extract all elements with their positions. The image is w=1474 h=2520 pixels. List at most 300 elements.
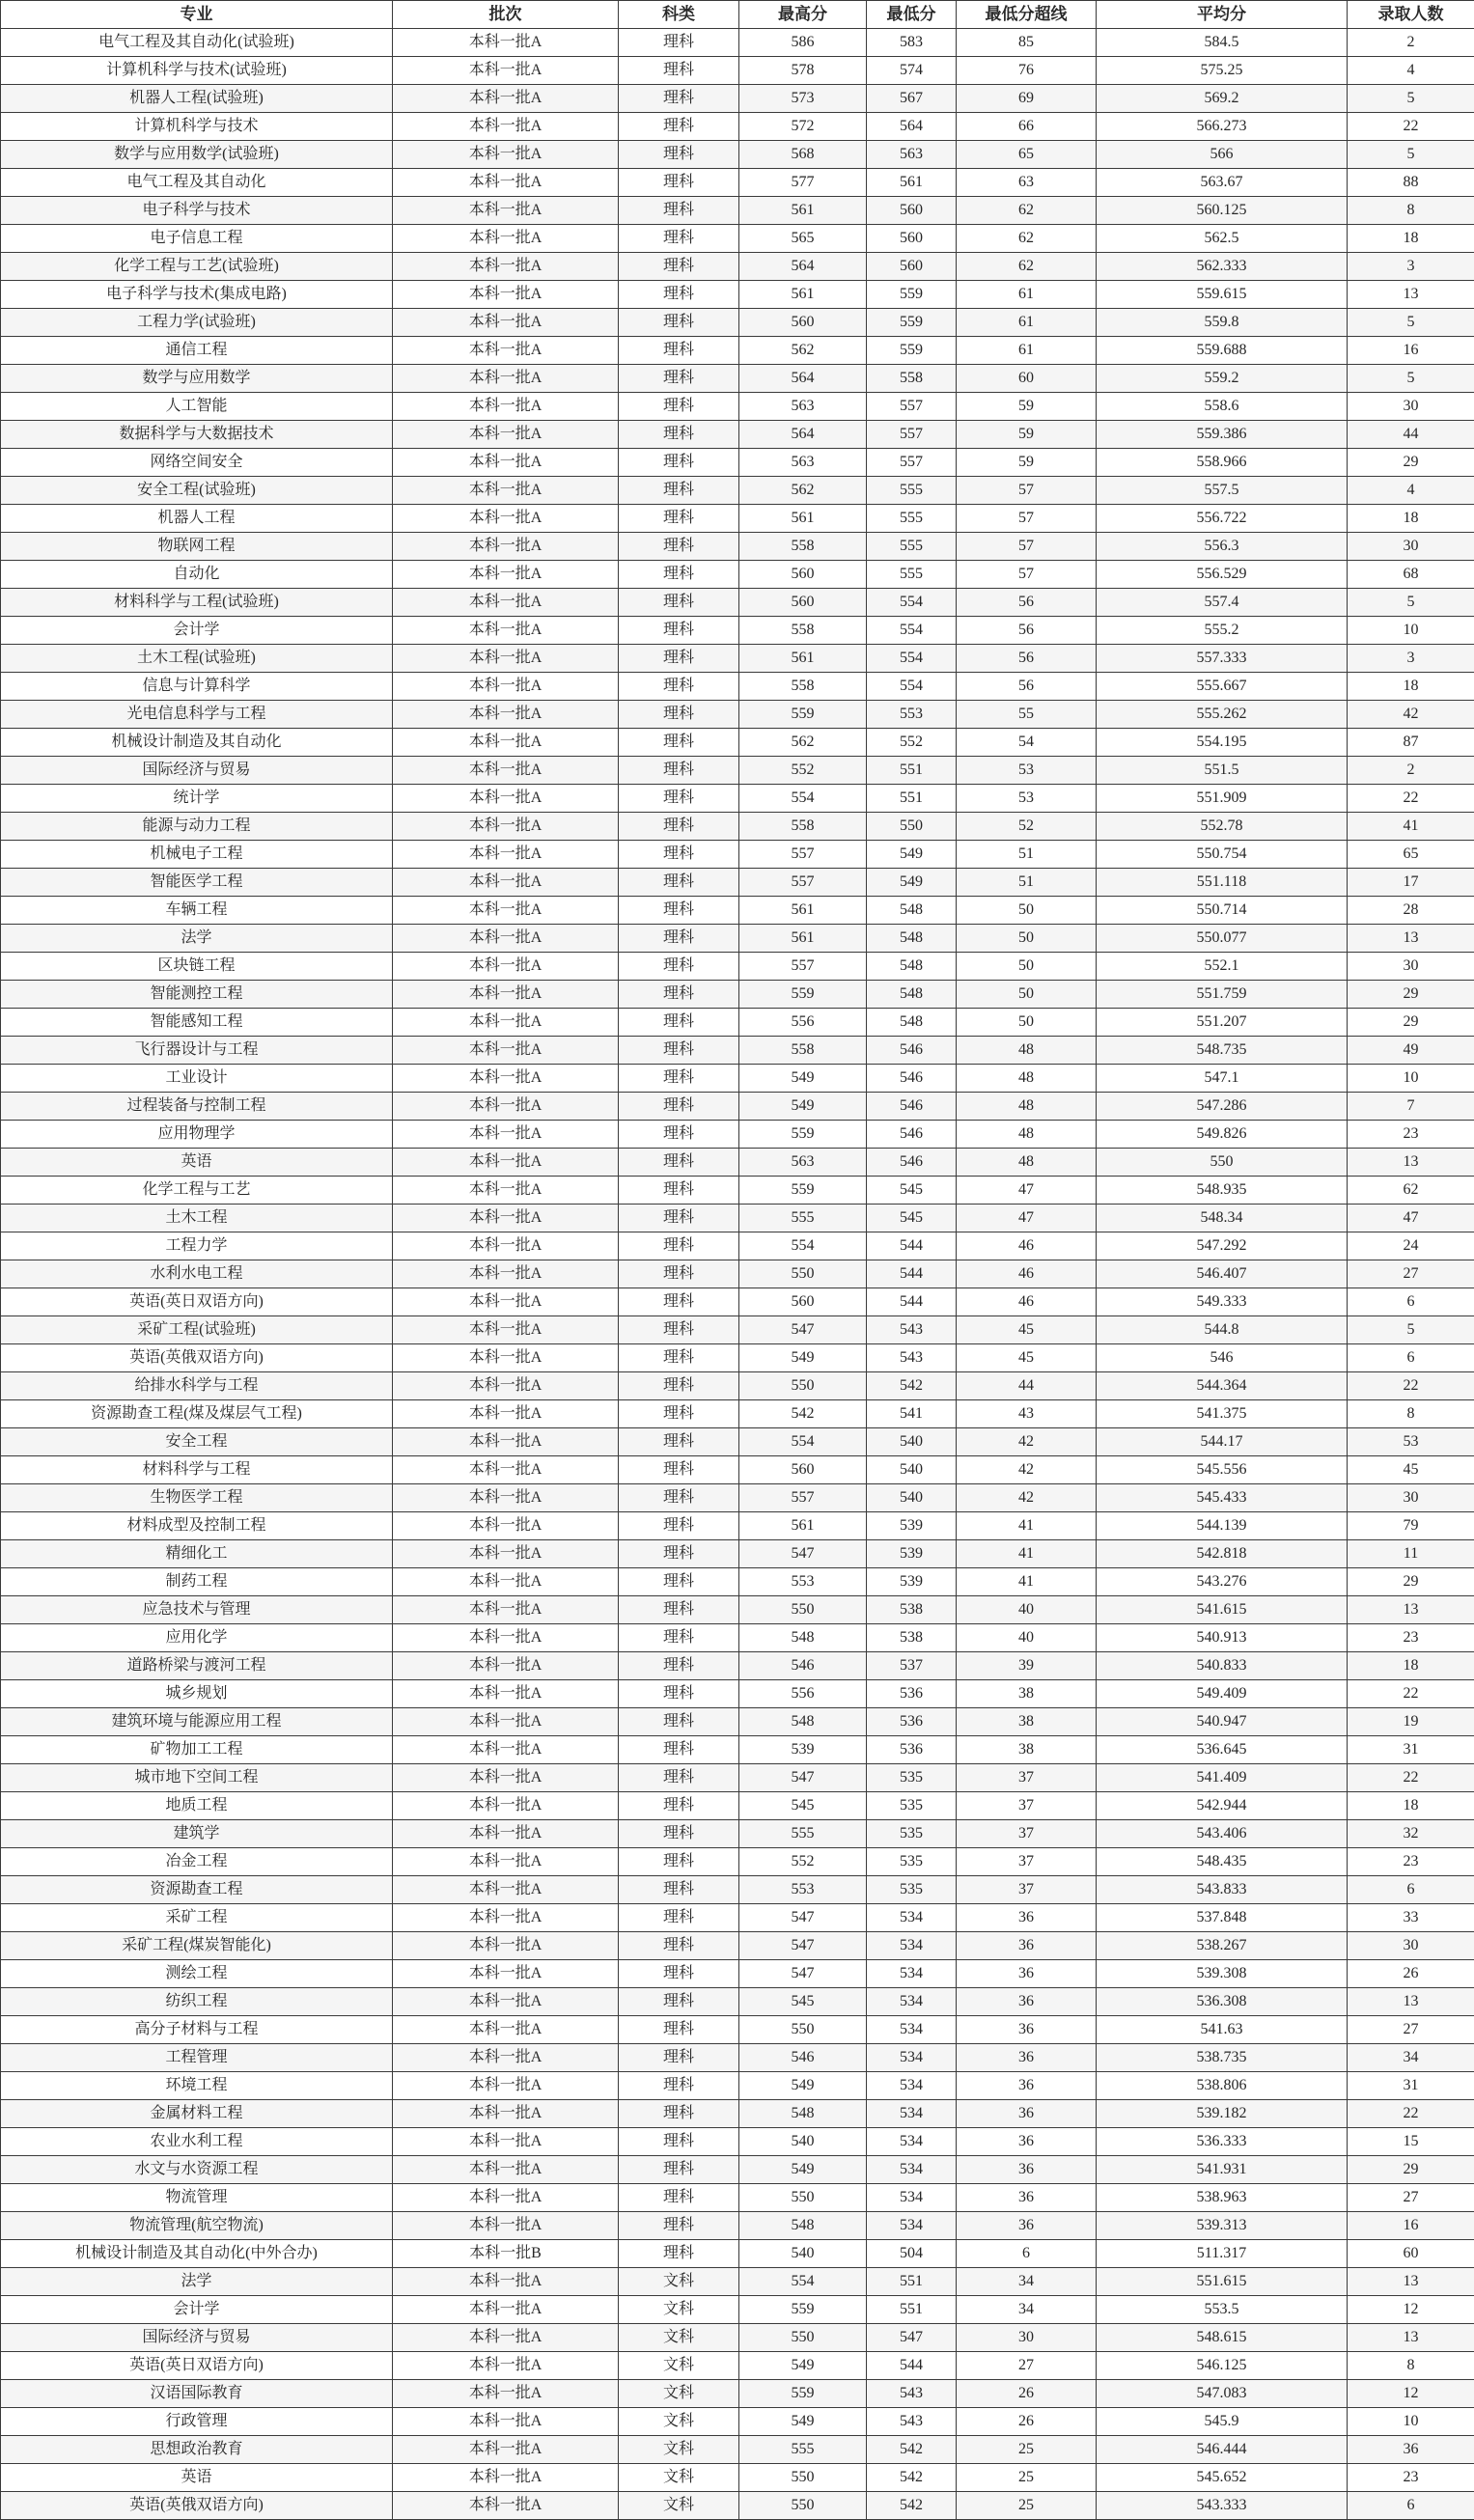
cell-average-score: 548.435 — [1097, 1848, 1348, 1876]
cell-major: 安全工程(试验班) — [1, 477, 393, 505]
cell-min-score-above-line: 44 — [957, 1372, 1097, 1400]
cell-subject-category: 理科 — [619, 673, 739, 701]
cell-major: 电气工程及其自动化(试验班) — [1, 29, 393, 57]
cell-average-score: 541.615 — [1097, 1596, 1348, 1624]
cell-admitted-count: 16 — [1348, 337, 1474, 365]
cell-major: 计算机科学与技术(试验班) — [1, 57, 393, 85]
cell-average-score: 548.34 — [1097, 1205, 1348, 1232]
cell-min-score: 554 — [867, 673, 957, 701]
column-header-max-score: 最高分 — [739, 1, 867, 29]
cell-admitted-count: 65 — [1348, 841, 1474, 869]
cell-batch: 本科一批A — [393, 2492, 619, 2520]
cell-subject-category: 理科 — [619, 1540, 739, 1568]
cell-min-score-above-line: 51 — [957, 841, 1097, 869]
cell-admitted-count: 18 — [1348, 673, 1474, 701]
cell-min-score: 534 — [867, 2016, 957, 2044]
cell-admitted-count: 19 — [1348, 1708, 1474, 1736]
cell-batch: 本科一批A — [393, 2380, 619, 2408]
cell-subject-category: 理科 — [619, 1372, 739, 1400]
cell-admitted-count: 22 — [1348, 113, 1474, 141]
cell-major: 测绘工程 — [1, 1960, 393, 1988]
cell-admitted-count: 31 — [1348, 2072, 1474, 2100]
cell-min-score: 554 — [867, 589, 957, 617]
cell-admitted-count: 10 — [1348, 1065, 1474, 1093]
cell-admitted-count: 27 — [1348, 2016, 1474, 2044]
cell-min-score: 538 — [867, 1596, 957, 1624]
cell-average-score: 546.444 — [1097, 2436, 1348, 2464]
cell-min-score-above-line: 42 — [957, 1484, 1097, 1512]
cell-admitted-count: 2 — [1348, 29, 1474, 57]
cell-batch: 本科一批A — [393, 1400, 619, 1428]
cell-major: 人工智能 — [1, 393, 393, 421]
cell-batch: 本科一批A — [393, 1037, 619, 1065]
cell-admitted-count: 10 — [1348, 617, 1474, 645]
cell-batch: 本科一批A — [393, 1596, 619, 1624]
column-header-admitted-count: 录取人数 — [1348, 1, 1474, 29]
cell-min-score: 583 — [867, 29, 957, 57]
cell-average-score: 551.118 — [1097, 869, 1348, 897]
cell-admitted-count: 3 — [1348, 645, 1474, 673]
cell-subject-category: 理科 — [619, 2016, 739, 2044]
cell-min-score-above-line: 38 — [957, 1736, 1097, 1764]
cell-min-score: 535 — [867, 1764, 957, 1792]
cell-min-score: 536 — [867, 1708, 957, 1736]
cell-batch: 本科一批A — [393, 561, 619, 589]
cell-subject-category: 理科 — [619, 253, 739, 281]
cell-min-score: 553 — [867, 701, 957, 729]
table-header — [1, 1, 1474, 29]
cell-average-score: 511.317 — [1097, 2240, 1348, 2268]
cell-batch: 本科一批A — [393, 673, 619, 701]
column-header-min-score: 最低分 — [867, 1, 957, 29]
cell-min-score-above-line: 27 — [957, 2352, 1097, 2380]
cell-major: 电气工程及其自动化 — [1, 169, 393, 197]
cell-max-score: 561 — [739, 645, 867, 673]
cell-batch: 本科一批A — [393, 2128, 619, 2156]
cell-max-score: 559 — [739, 2380, 867, 2408]
cell-average-score: 538.963 — [1097, 2184, 1348, 2212]
cell-batch: 本科一批A — [393, 701, 619, 729]
cell-max-score: 559 — [739, 1177, 867, 1205]
cell-average-score: 541.409 — [1097, 1764, 1348, 1792]
cell-min-score-above-line: 50 — [957, 953, 1097, 981]
cell-batch: 本科一批B — [393, 2240, 619, 2268]
cell-admitted-count: 29 — [1348, 1568, 1474, 1596]
cell-min-score: 541 — [867, 1400, 957, 1428]
table-row — [1, 2408, 1474, 2436]
cell-batch: 本科一批A — [393, 281, 619, 309]
cell-min-score: 504 — [867, 2240, 957, 2268]
table-row — [1, 1708, 1474, 1736]
cell-major: 采矿工程(煤炭智能化) — [1, 1932, 393, 1960]
cell-min-score-above-line: 41 — [957, 1568, 1097, 1596]
cell-batch: 本科一批A — [393, 757, 619, 785]
table-row — [1, 1484, 1474, 1512]
cell-admitted-count: 5 — [1348, 1316, 1474, 1344]
cell-max-score: 564 — [739, 365, 867, 393]
table-row — [1, 2128, 1474, 2156]
cell-subject-category: 理科 — [619, 1904, 739, 1932]
cell-major: 采矿工程 — [1, 1904, 393, 1932]
cell-min-score: 554 — [867, 617, 957, 645]
table-row — [1, 2212, 1474, 2240]
cell-min-score-above-line: 57 — [957, 477, 1097, 505]
cell-admitted-count: 16 — [1348, 2212, 1474, 2240]
cell-batch: 本科一批A — [393, 197, 619, 225]
cell-min-score-above-line: 6 — [957, 2240, 1097, 2268]
cell-batch: 本科一批A — [393, 169, 619, 197]
cell-average-score: 575.25 — [1097, 57, 1348, 85]
cell-average-score: 538.735 — [1097, 2044, 1348, 2072]
table-row — [1, 1177, 1474, 1205]
cell-max-score: 558 — [739, 617, 867, 645]
cell-average-score: 557.333 — [1097, 645, 1348, 673]
cell-min-score-above-line: 46 — [957, 1260, 1097, 1288]
cell-admitted-count: 3 — [1348, 253, 1474, 281]
cell-batch: 本科一批A — [393, 505, 619, 533]
cell-admitted-count: 27 — [1348, 2184, 1474, 2212]
cell-max-score: 563 — [739, 1149, 867, 1177]
cell-subject-category: 理科 — [619, 1820, 739, 1848]
cell-admitted-count: 23 — [1348, 1121, 1474, 1149]
cell-major: 高分子材料与工程 — [1, 2016, 393, 2044]
cell-admitted-count: 29 — [1348, 449, 1474, 477]
cell-average-score: 541.931 — [1097, 2156, 1348, 2184]
cell-min-score-above-line: 41 — [957, 1512, 1097, 1540]
table-row — [1, 2156, 1474, 2184]
cell-max-score: 557 — [739, 869, 867, 897]
cell-major: 电子科学与技术(集成电路) — [1, 281, 393, 309]
cell-min-score: 555 — [867, 561, 957, 589]
column-header-min-score-above-line: 最低分超线 — [957, 1, 1097, 29]
cell-admitted-count: 32 — [1348, 1820, 1474, 1848]
cell-admitted-count: 68 — [1348, 561, 1474, 589]
cell-min-score-above-line: 34 — [957, 2296, 1097, 2324]
cell-major: 思想政治教育 — [1, 2436, 393, 2464]
cell-batch: 本科一批A — [393, 225, 619, 253]
cell-min-score-above-line: 38 — [957, 1680, 1097, 1708]
cell-average-score: 545.556 — [1097, 1456, 1348, 1484]
cell-max-score: 547 — [739, 1904, 867, 1932]
cell-batch: 本科一批A — [393, 1512, 619, 1540]
cell-min-score: 555 — [867, 533, 957, 561]
cell-admitted-count: 47 — [1348, 1205, 1474, 1232]
cell-subject-category: 理科 — [619, 505, 739, 533]
cell-min-score-above-line: 37 — [957, 1792, 1097, 1820]
cell-subject-category: 理科 — [619, 477, 739, 505]
cell-average-score: 542.944 — [1097, 1792, 1348, 1820]
cell-admitted-count: 30 — [1348, 1932, 1474, 1960]
cell-admitted-count: 33 — [1348, 1904, 1474, 1932]
cell-average-score: 546.125 — [1097, 2352, 1348, 2380]
cell-batch: 本科一批A — [393, 141, 619, 169]
cell-batch: 本科一批A — [393, 2352, 619, 2380]
cell-major: 纺织工程 — [1, 1988, 393, 2016]
cell-min-score: 538 — [867, 1624, 957, 1652]
cell-max-score: 548 — [739, 2212, 867, 2240]
cell-subject-category: 理科 — [619, 1708, 739, 1736]
cell-max-score: 550 — [739, 1596, 867, 1624]
cell-average-score: 550.714 — [1097, 897, 1348, 925]
table-row — [1, 141, 1474, 169]
table-row — [1, 1456, 1474, 1484]
cell-min-score-above-line: 61 — [957, 337, 1097, 365]
cell-average-score: 539.308 — [1097, 1960, 1348, 1988]
cell-subject-category: 理科 — [619, 2156, 739, 2184]
cell-max-score: 586 — [739, 29, 867, 57]
cell-subject-category: 理科 — [619, 1512, 739, 1540]
cell-max-score: 565 — [739, 225, 867, 253]
table-row — [1, 729, 1474, 757]
cell-subject-category: 理科 — [619, 2240, 739, 2268]
cell-min-score-above-line: 40 — [957, 1596, 1097, 1624]
cell-major: 建筑学 — [1, 1820, 393, 1848]
table-row — [1, 57, 1474, 85]
cell-subject-category: 理科 — [619, 2044, 739, 2072]
table-row — [1, 1316, 1474, 1344]
table-row — [1, 785, 1474, 813]
cell-max-score: 568 — [739, 141, 867, 169]
cell-admitted-count: 6 — [1348, 2492, 1474, 2520]
cell-min-score-above-line: 36 — [957, 1932, 1097, 1960]
cell-major: 应用物理学 — [1, 1121, 393, 1149]
cell-subject-category: 理科 — [619, 589, 739, 617]
cell-major: 矿物加工工程 — [1, 1736, 393, 1764]
cell-average-score: 538.806 — [1097, 2072, 1348, 2100]
table-row — [1, 225, 1474, 253]
cell-major: 水利水电工程 — [1, 1260, 393, 1288]
cell-average-score: 536.645 — [1097, 1736, 1348, 1764]
cell-subject-category: 理科 — [619, 1149, 739, 1177]
cell-min-score-above-line: 30 — [957, 2324, 1097, 2352]
cell-major: 建筑环境与能源应用工程 — [1, 1708, 393, 1736]
cell-major: 行政管理 — [1, 2408, 393, 2436]
cell-subject-category: 理科 — [619, 225, 739, 253]
table-row — [1, 2016, 1474, 2044]
cell-min-score-above-line: 37 — [957, 1820, 1097, 1848]
cell-max-score: 550 — [739, 1372, 867, 1400]
cell-min-score: 552 — [867, 729, 957, 757]
cell-min-score: 542 — [867, 2436, 957, 2464]
cell-min-score: 534 — [867, 1932, 957, 1960]
cell-admitted-count: 42 — [1348, 701, 1474, 729]
cell-subject-category: 理科 — [619, 1065, 739, 1093]
cell-max-score: 555 — [739, 2436, 867, 2464]
cell-batch: 本科一批A — [393, 337, 619, 365]
cell-batch: 本科一批A — [393, 393, 619, 421]
cell-admitted-count: 22 — [1348, 1372, 1474, 1400]
cell-min-score-above-line: 59 — [957, 421, 1097, 449]
cell-batch: 本科一批A — [393, 869, 619, 897]
cell-max-score: 540 — [739, 2128, 867, 2156]
cell-min-score-above-line: 48 — [957, 1121, 1097, 1149]
cell-min-score: 546 — [867, 1121, 957, 1149]
table-row — [1, 925, 1474, 953]
cell-average-score: 547.1 — [1097, 1065, 1348, 1093]
cell-major: 给排水科学与工程 — [1, 1372, 393, 1400]
cell-subject-category: 文科 — [619, 2380, 739, 2408]
cell-batch: 本科一批A — [393, 1316, 619, 1344]
cell-batch: 本科一批A — [393, 589, 619, 617]
cell-max-score: 550 — [739, 2464, 867, 2492]
cell-subject-category: 理科 — [619, 1456, 739, 1484]
cell-subject-category: 理科 — [619, 897, 739, 925]
cell-max-score: 578 — [739, 57, 867, 85]
cell-major: 制药工程 — [1, 1568, 393, 1596]
cell-min-score-above-line: 53 — [957, 757, 1097, 785]
cell-max-score: 547 — [739, 1764, 867, 1792]
cell-max-score: 557 — [739, 953, 867, 981]
cell-average-score: 540.833 — [1097, 1652, 1348, 1680]
cell-min-score-above-line: 36 — [957, 2072, 1097, 2100]
table-row — [1, 2268, 1474, 2296]
cell-admitted-count: 13 — [1348, 1596, 1474, 1624]
cell-batch: 本科一批A — [393, 2268, 619, 2296]
cell-min-score: 543 — [867, 2380, 957, 2408]
cell-min-score: 559 — [867, 281, 957, 309]
cell-major: 车辆工程 — [1, 897, 393, 925]
cell-admitted-count: 13 — [1348, 1988, 1474, 2016]
cell-max-score: 560 — [739, 589, 867, 617]
cell-min-score: 564 — [867, 113, 957, 141]
cell-max-score: 545 — [739, 1988, 867, 2016]
cell-average-score: 543.833 — [1097, 1876, 1348, 1904]
cell-admitted-count: 24 — [1348, 1232, 1474, 1260]
cell-min-score-above-line: 26 — [957, 2408, 1097, 2436]
cell-batch: 本科一批A — [393, 617, 619, 645]
cell-min-score-above-line: 36 — [957, 2212, 1097, 2240]
cell-max-score: 549 — [739, 1093, 867, 1121]
cell-major: 精细化工 — [1, 1540, 393, 1568]
table-row — [1, 1680, 1474, 1708]
cell-average-score: 541.63 — [1097, 2016, 1348, 2044]
cell-admitted-count: 8 — [1348, 1400, 1474, 1428]
cell-max-score: 549 — [739, 1065, 867, 1093]
cell-major: 城乡规划 — [1, 1680, 393, 1708]
cell-admitted-count: 13 — [1348, 281, 1474, 309]
cell-major: 道路桥梁与渡河工程 — [1, 1652, 393, 1680]
cell-batch: 本科一批A — [393, 1121, 619, 1149]
cell-major: 工程力学(试验班) — [1, 309, 393, 337]
cell-major: 智能测控工程 — [1, 981, 393, 1009]
cell-average-score: 563.67 — [1097, 169, 1348, 197]
cell-subject-category: 理科 — [619, 337, 739, 365]
cell-batch: 本科一批A — [393, 981, 619, 1009]
cell-min-score: 555 — [867, 505, 957, 533]
cell-average-score: 559.386 — [1097, 421, 1348, 449]
cell-max-score: 547 — [739, 1540, 867, 1568]
table-row — [1, 561, 1474, 589]
table-row — [1, 2044, 1474, 2072]
cell-max-score: 559 — [739, 2296, 867, 2324]
cell-min-score-above-line: 85 — [957, 29, 1097, 57]
cell-min-score: 548 — [867, 981, 957, 1009]
table-row — [1, 2380, 1474, 2408]
cell-average-score: 556.529 — [1097, 561, 1348, 589]
cell-min-score: 544 — [867, 2352, 957, 2380]
cell-subject-category: 理科 — [619, 365, 739, 393]
cell-batch: 本科一批A — [393, 1344, 619, 1372]
cell-min-score: 536 — [867, 1680, 957, 1708]
cell-major: 网络空间安全 — [1, 449, 393, 477]
table-row — [1, 1149, 1474, 1177]
cell-major: 信息与计算科学 — [1, 673, 393, 701]
cell-batch: 本科一批A — [393, 1988, 619, 2016]
cell-min-score-above-line: 48 — [957, 1093, 1097, 1121]
cell-admitted-count: 10 — [1348, 2408, 1474, 2436]
cell-major: 英语 — [1, 1149, 393, 1177]
cell-batch: 本科一批A — [393, 1093, 619, 1121]
table-row — [1, 1596, 1474, 1624]
cell-min-score: 534 — [867, 2128, 957, 2156]
cell-admitted-count: 8 — [1348, 2352, 1474, 2380]
cell-min-score: 544 — [867, 1232, 957, 1260]
cell-batch: 本科一批A — [393, 1009, 619, 1037]
cell-subject-category: 理科 — [619, 1736, 739, 1764]
cell-min-score: 540 — [867, 1456, 957, 1484]
cell-batch: 本科一批A — [393, 925, 619, 953]
cell-max-score: 559 — [739, 1121, 867, 1149]
cell-admitted-count: 2 — [1348, 757, 1474, 785]
table-row — [1, 1540, 1474, 1568]
cell-max-score: 547 — [739, 1316, 867, 1344]
cell-admitted-count: 5 — [1348, 141, 1474, 169]
table-row — [1, 1400, 1474, 1428]
cell-major: 材料科学与工程 — [1, 1456, 393, 1484]
cell-subject-category: 理科 — [619, 1988, 739, 2016]
cell-admitted-count: 30 — [1348, 953, 1474, 981]
cell-min-score: 534 — [867, 2100, 957, 2128]
cell-min-score-above-line: 50 — [957, 981, 1097, 1009]
cell-max-score: 550 — [739, 2324, 867, 2352]
cell-min-score-above-line: 39 — [957, 1652, 1097, 1680]
cell-major: 资源勘查工程(煤及煤层气工程) — [1, 1400, 393, 1428]
cell-admitted-count: 79 — [1348, 1512, 1474, 1540]
cell-batch: 本科一批A — [393, 785, 619, 813]
cell-batch: 本科一批A — [393, 1540, 619, 1568]
cell-max-score: 555 — [739, 1205, 867, 1232]
cell-admitted-count: 30 — [1348, 393, 1474, 421]
cell-batch: 本科一批A — [393, 449, 619, 477]
cell-subject-category: 理科 — [619, 561, 739, 589]
table-row — [1, 981, 1474, 1009]
cell-min-score: 560 — [867, 253, 957, 281]
table-row — [1, 337, 1474, 365]
cell-max-score: 561 — [739, 925, 867, 953]
cell-batch: 本科一批A — [393, 533, 619, 561]
cell-min-score-above-line: 43 — [957, 1400, 1097, 1428]
cell-batch: 本科一批A — [393, 2156, 619, 2184]
cell-min-score-above-line: 45 — [957, 1316, 1097, 1344]
cell-min-score-above-line: 46 — [957, 1232, 1097, 1260]
cell-subject-category: 理科 — [619, 533, 739, 561]
cell-admitted-count: 45 — [1348, 1456, 1474, 1484]
cell-major: 化学工程与工艺(试验班) — [1, 253, 393, 281]
cell-min-score-above-line: 50 — [957, 925, 1097, 953]
cell-max-score: 549 — [739, 1344, 867, 1372]
cell-average-score: 558.966 — [1097, 449, 1348, 477]
cell-max-score: 554 — [739, 1428, 867, 1456]
cell-min-score: 535 — [867, 1820, 957, 1848]
cell-min-score: 548 — [867, 953, 957, 981]
cell-average-score: 539.313 — [1097, 2212, 1348, 2240]
table-row — [1, 1792, 1474, 1820]
cell-batch: 本科一批A — [393, 2184, 619, 2212]
cell-min-score-above-line: 36 — [957, 1960, 1097, 1988]
cell-major: 生物医学工程 — [1, 1484, 393, 1512]
cell-batch: 本科一批A — [393, 1484, 619, 1512]
cell-batch: 本科一批A — [393, 1820, 619, 1848]
